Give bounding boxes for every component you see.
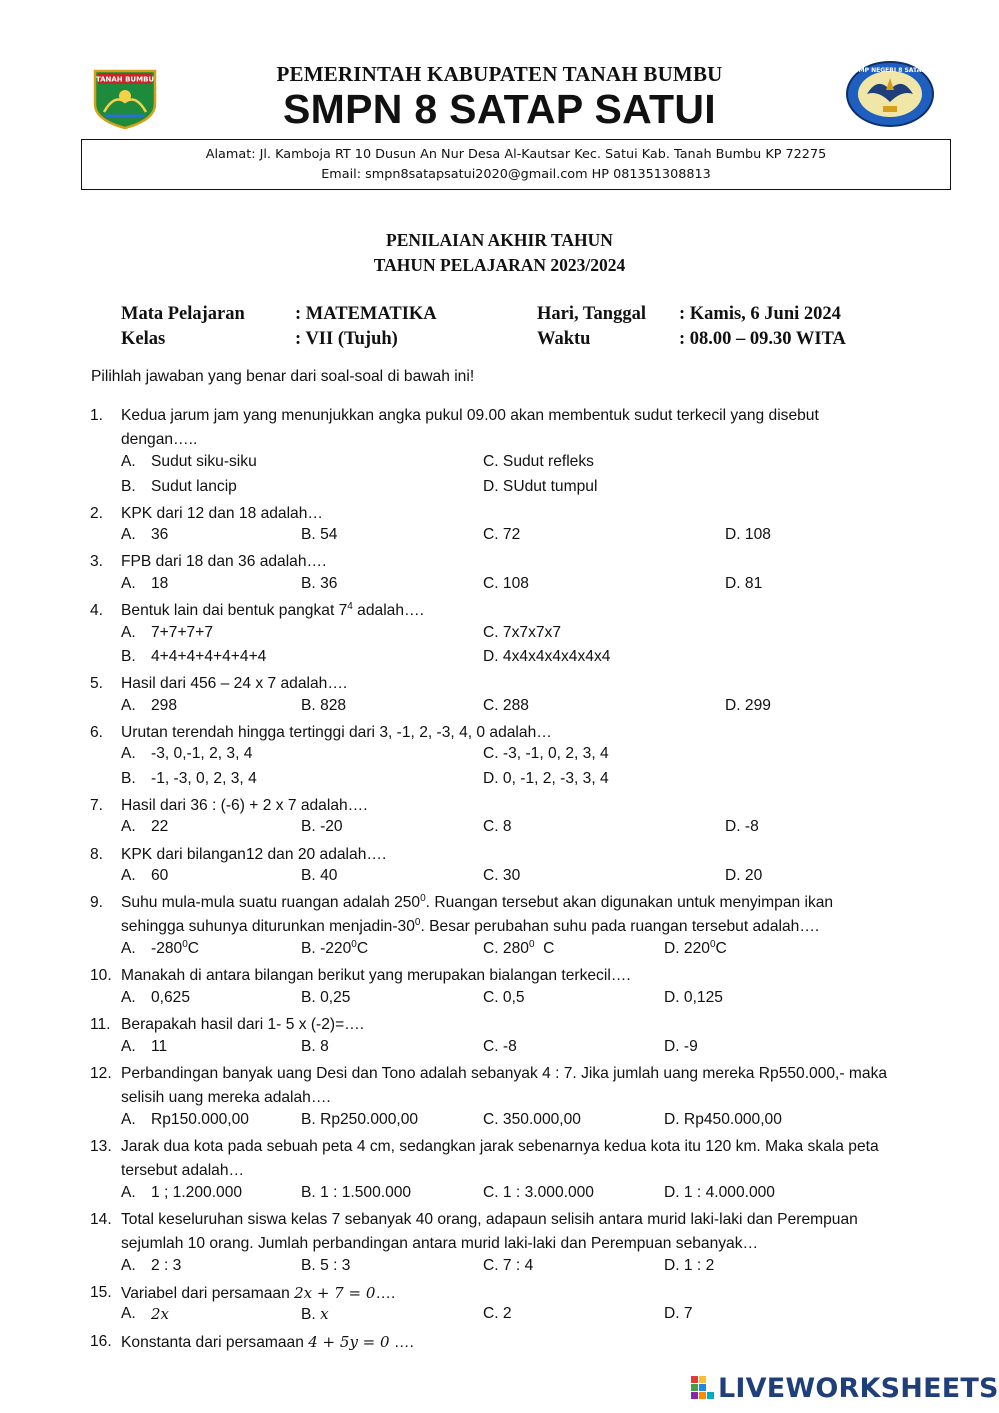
- option-text: [151, 940, 199, 958]
- address-line: Alamat: Jl. Kamboja RT 10 Dusun An Nur Desa Al-Kautsar Kec. Satui Kab. Tanah Bumbu KP 72275: [205, 147, 827, 162]
- option-letter: A.: [121, 867, 136, 884]
- q1-option-d[interactable]: D. SUdut tumpul: [483, 478, 598, 495]
- government-title: PEMERINTAH KABUPATEN TANAH BUMBU: [276, 62, 723, 86]
- option-letter: A.: [121, 1305, 136, 1322]
- unit: C: [356, 940, 369, 957]
- option-letter: A.: [121, 575, 136, 592]
- question-text: Perbandingan banyak uang Desi dan Tono adalah sebanyak 4 : 7. Jika jumlah uang mereka Rp550.000,- maka: [121, 1065, 888, 1082]
- question-text: [121, 891, 833, 916]
- option-text: Sudut siku-siku: [151, 453, 257, 470]
- question-number: 3.: [90, 553, 104, 570]
- option-text: 2x: [151, 1305, 170, 1323]
- school-logo: [845, 60, 935, 128]
- subject-label: Mata Pelajaran: [121, 304, 245, 324]
- q11-option-b[interactable]: B. 8: [301, 1038, 329, 1055]
- q9-option-d[interactable]: [664, 940, 727, 958]
- q6-option-d[interactable]: D. 0, -1, 2, -3, 3, 4: [483, 770, 609, 787]
- degree-mark: 0: [528, 939, 535, 950]
- logo-right-text: SMP NEGERI 8 SATAP: [854, 67, 926, 74]
- liveworksheets-brand[interactable]: [690, 1373, 999, 1403]
- q11-option-d[interactable]: D. -9: [664, 1038, 698, 1055]
- option-text: x: [320, 1305, 329, 1323]
- q3-option-c[interactable]: C. 108: [483, 575, 529, 592]
- question-number: 4.: [90, 602, 104, 619]
- text-part: adalah….: [352, 602, 424, 619]
- time-value: : 08.00 – 09.30 WITA: [679, 329, 846, 349]
- option-letter: A.: [121, 697, 136, 714]
- option-letter: A.: [121, 526, 136, 543]
- q7-option-b[interactable]: B. -20: [301, 818, 343, 835]
- option-letter: A.: [121, 1038, 136, 1055]
- option-text: 4+4+4+4+4+4+4: [151, 648, 267, 665]
- q8-option-b[interactable]: B. 40: [301, 867, 338, 884]
- option-letter: B.: [121, 770, 136, 787]
- logo-left-text: TANAH BUMBU: [95, 75, 155, 84]
- school-name: SMPN 8 SATAP SATUI: [283, 86, 716, 132]
- option-letter: A.: [121, 745, 136, 762]
- degree-mark: 0: [709, 939, 716, 950]
- q10-option-b[interactable]: B. 0,25: [301, 989, 351, 1006]
- question-text: selisih uang mereka adalah….: [121, 1089, 331, 1106]
- degree-mark: 0: [414, 917, 421, 928]
- brand-text: LIVEWORKSHEETS: [718, 1372, 999, 1404]
- q4-option-d[interactable]: D. 4x4x4x4x4x4x4: [483, 648, 611, 665]
- q5-option-c[interactable]: C. 288: [483, 697, 529, 714]
- question-number: 1.: [90, 407, 104, 424]
- option-text: Sudut lancip: [151, 478, 237, 495]
- option-value: B. -220: [301, 940, 352, 957]
- question-text: FPB dari 18 dan 36 adalah….: [121, 553, 327, 570]
- question-number: 8.: [90, 846, 104, 863]
- q3-option-d[interactable]: D. 81: [725, 575, 763, 592]
- option-text: 298: [151, 697, 178, 714]
- exam-year: TAHUN PELAJARAN 2023/2024: [373, 255, 626, 275]
- option-text: 22: [151, 818, 169, 835]
- q5-option-b[interactable]: B. 828: [301, 697, 347, 714]
- q9-option-c[interactable]: [483, 940, 554, 958]
- q8-option-c[interactable]: C. 30: [483, 867, 521, 884]
- option-text: 2 : 3: [151, 1257, 182, 1274]
- liveworksheets-icon: [690, 1375, 716, 1401]
- question-number: 13.: [90, 1138, 112, 1155]
- option-letter: A.: [121, 1184, 136, 1201]
- option-letter: A.: [121, 989, 136, 1006]
- text-part: . Besar perubahan suhu pada ruangan tersebut adalah….: [420, 918, 820, 935]
- question-number: 12.: [90, 1065, 112, 1082]
- text-part: sehingga suhunya diturunkan menjadin-30: [121, 918, 415, 935]
- option-value: C. 280: [483, 940, 529, 957]
- q13-option-c[interactable]: C. 1 : 3.000.000: [483, 1184, 594, 1201]
- q3-option-b[interactable]: B. 36: [301, 575, 338, 592]
- equation: 2x + 7 = 0: [294, 1284, 376, 1302]
- question-text: [121, 599, 424, 624]
- text-part: . Ruangan tersebut akan digunakan untuk menyimpan ikan: [425, 894, 834, 911]
- q7-option-d[interactable]: D. -8: [725, 818, 759, 835]
- question-number: 6.: [90, 724, 104, 741]
- q4-option-c[interactable]: C. 7x7x7x7: [483, 624, 562, 641]
- q14-option-b[interactable]: B. 5 : 3: [301, 1257, 351, 1274]
- class-value: : VII (Tujuh): [295, 329, 398, 349]
- option-letter: A.: [121, 1257, 136, 1274]
- contact-line: Email: smpn8satapsatui2020@gmail.com HP 081351308813: [321, 167, 711, 182]
- q15-option-c[interactable]: C. 2: [483, 1305, 512, 1322]
- option-letter: B.: [121, 478, 136, 495]
- exponent: 4: [347, 601, 353, 612]
- option-value: -280: [151, 940, 183, 957]
- unit: C: [715, 940, 727, 957]
- q12-option-d[interactable]: D. Rp450.000,00: [664, 1111, 782, 1128]
- text-part: Konstanta dari persamaan: [121, 1334, 309, 1351]
- unit: C: [534, 940, 555, 957]
- option-letter: A.: [121, 453, 136, 470]
- q15-option-d[interactable]: D. 7: [664, 1305, 693, 1322]
- option-letter: A.: [121, 940, 136, 957]
- question-text: tersebut adalah…: [121, 1162, 245, 1179]
- question-text: Urutan terendah hingga tertinggi dari 3, -1, 2, -3, 4, 0 adalah…: [121, 724, 552, 741]
- q14-option-c[interactable]: C. 7 : 4: [483, 1257, 534, 1274]
- q11-option-c[interactable]: C. -8: [483, 1038, 517, 1055]
- q7-option-c[interactable]: C. 8: [483, 818, 512, 835]
- question-text: Kedua jarum jam yang menunjukkan angka pukul 09.00 akan membentuk sudut terkecil yang disebut: [121, 407, 819, 424]
- question-number: 9.: [90, 894, 104, 911]
- option-text: 7+7+7+7: [151, 624, 214, 641]
- degree-mark: 0: [351, 939, 357, 950]
- option-letter: B.: [121, 648, 136, 665]
- q5-option-d[interactable]: D. 299: [725, 697, 771, 714]
- question-text: [121, 1330, 414, 1356]
- option-letter: A.: [121, 624, 136, 641]
- unit: C: [187, 940, 200, 957]
- equation: 4 + 5y = 0: [308, 1333, 390, 1351]
- q14-option-d[interactable]: D. 1 : 2: [664, 1257, 715, 1274]
- option-letter: A.: [121, 1111, 136, 1128]
- option-text: 0,625: [151, 989, 191, 1006]
- question-text: Manakah di antara bilangan berikut yang merupakan bialangan terkecil….: [121, 967, 631, 984]
- option-letter: A.: [121, 818, 136, 835]
- day-label: Hari, Tanggal: [537, 304, 646, 324]
- question-text: dengan…..: [121, 431, 198, 448]
- question-text: [121, 915, 819, 940]
- subject-value: : MATEMATIKA: [295, 304, 437, 324]
- text-part: ….: [375, 1285, 396, 1302]
- option-text: -1, -3, 0, 2, 3, 4: [151, 770, 257, 787]
- q12-option-b[interactable]: B. Rp250.000,00: [301, 1111, 419, 1128]
- question-number: 15.: [90, 1284, 112, 1301]
- text-part: Variabel dari persamaan: [121, 1285, 295, 1302]
- question-text: KPK dari bilangan12 dan 20 adalah….: [121, 846, 387, 863]
- degree-mark: 0: [182, 939, 188, 950]
- question-text: sejumlah 10 orang. Jumlah perbandingan antara murid laki-laki dan Perempuan sebanyak…: [121, 1235, 759, 1252]
- question-number: 7.: [90, 797, 104, 814]
- q13-option-b[interactable]: B. 1 : 1.500.000: [301, 1184, 412, 1201]
- q1-option-c[interactable]: C. Sudut refleks: [483, 453, 594, 470]
- q8-option-d[interactable]: D. 20: [725, 867, 763, 884]
- option-text: -3, 0,-1, 2, 3, 4: [151, 745, 253, 762]
- option-letter: B.: [301, 1306, 321, 1323]
- q13-option-d[interactable]: D. 1 : 4.000.000: [664, 1184, 775, 1201]
- q2-option-d[interactable]: D. 108: [725, 526, 771, 543]
- q15-option-b[interactable]: [301, 1305, 329, 1324]
- time-label: Waktu: [537, 329, 591, 349]
- instruction: Pilihlah jawaban yang benar dari soal-soal di bawah ini!: [91, 368, 475, 385]
- option-text: 18: [151, 575, 169, 592]
- question-text: Berapakah hasil dari 1- 5 x (-2)=….: [121, 1016, 365, 1033]
- option-text: Rp150.000,00: [151, 1111, 249, 1128]
- question-text: Jarak dua kota pada sebuah peta 4 cm, sedangkan jarak sebenarnya kedua kota itu 120 km. Maka skala peta: [121, 1138, 879, 1155]
- text-part: Suhu mula-mula suatu ruangan adalah 250: [121, 894, 421, 911]
- address-box: [81, 139, 951, 190]
- q12-option-c[interactable]: C. 350.000,00: [483, 1111, 581, 1128]
- question-number: 11.: [90, 1016, 111, 1033]
- q2-option-c[interactable]: C. 72: [483, 526, 521, 543]
- degree-mark: 0: [420, 893, 426, 904]
- question-number: 5.: [90, 675, 104, 692]
- question-text: [121, 1281, 395, 1307]
- question-number: 2.: [90, 505, 104, 522]
- option-text: 60: [151, 867, 169, 884]
- text-part: Bentuk lain dai bentuk pangkat 7: [121, 602, 348, 619]
- q10-option-c[interactable]: C. 0,5: [483, 989, 525, 1006]
- question-number: 10.: [90, 967, 112, 984]
- question-text: KPK dari 12 dan 18 adalah…: [121, 505, 323, 522]
- question-number: 16.: [90, 1333, 112, 1350]
- q9-option-b[interactable]: [301, 940, 368, 958]
- question-text: Hasil dari 36 : (-6) + 2 x 7 adalah….: [121, 797, 368, 814]
- q10-option-d[interactable]: D. 0,125: [664, 989, 723, 1006]
- question-text: Hasil dari 456 – 24 x 7 adalah….: [121, 675, 348, 692]
- option-value: D. 220: [664, 940, 710, 957]
- question-text: Total keseluruhan siswa kelas 7 sebanyak 40 orang, adapaun selisih antara murid laki-laki dan Perempuan: [121, 1211, 858, 1228]
- class-label: Kelas: [121, 329, 166, 349]
- exam-title: PENILAIAN AKHIR TAHUN: [386, 230, 613, 250]
- option-text: 11: [151, 1038, 168, 1055]
- q6-option-c[interactable]: C. -3, -1, 0, 2, 3, 4: [483, 745, 609, 762]
- q2-option-b[interactable]: B. 54: [301, 526, 338, 543]
- text-part: ….: [389, 1334, 414, 1351]
- day-value: : Kamis, 6 Juni 2024: [679, 304, 841, 324]
- option-text: 36: [151, 526, 169, 543]
- option-text: 1 ; 1.200.000: [151, 1184, 243, 1201]
- question-number: 14.: [90, 1211, 112, 1228]
